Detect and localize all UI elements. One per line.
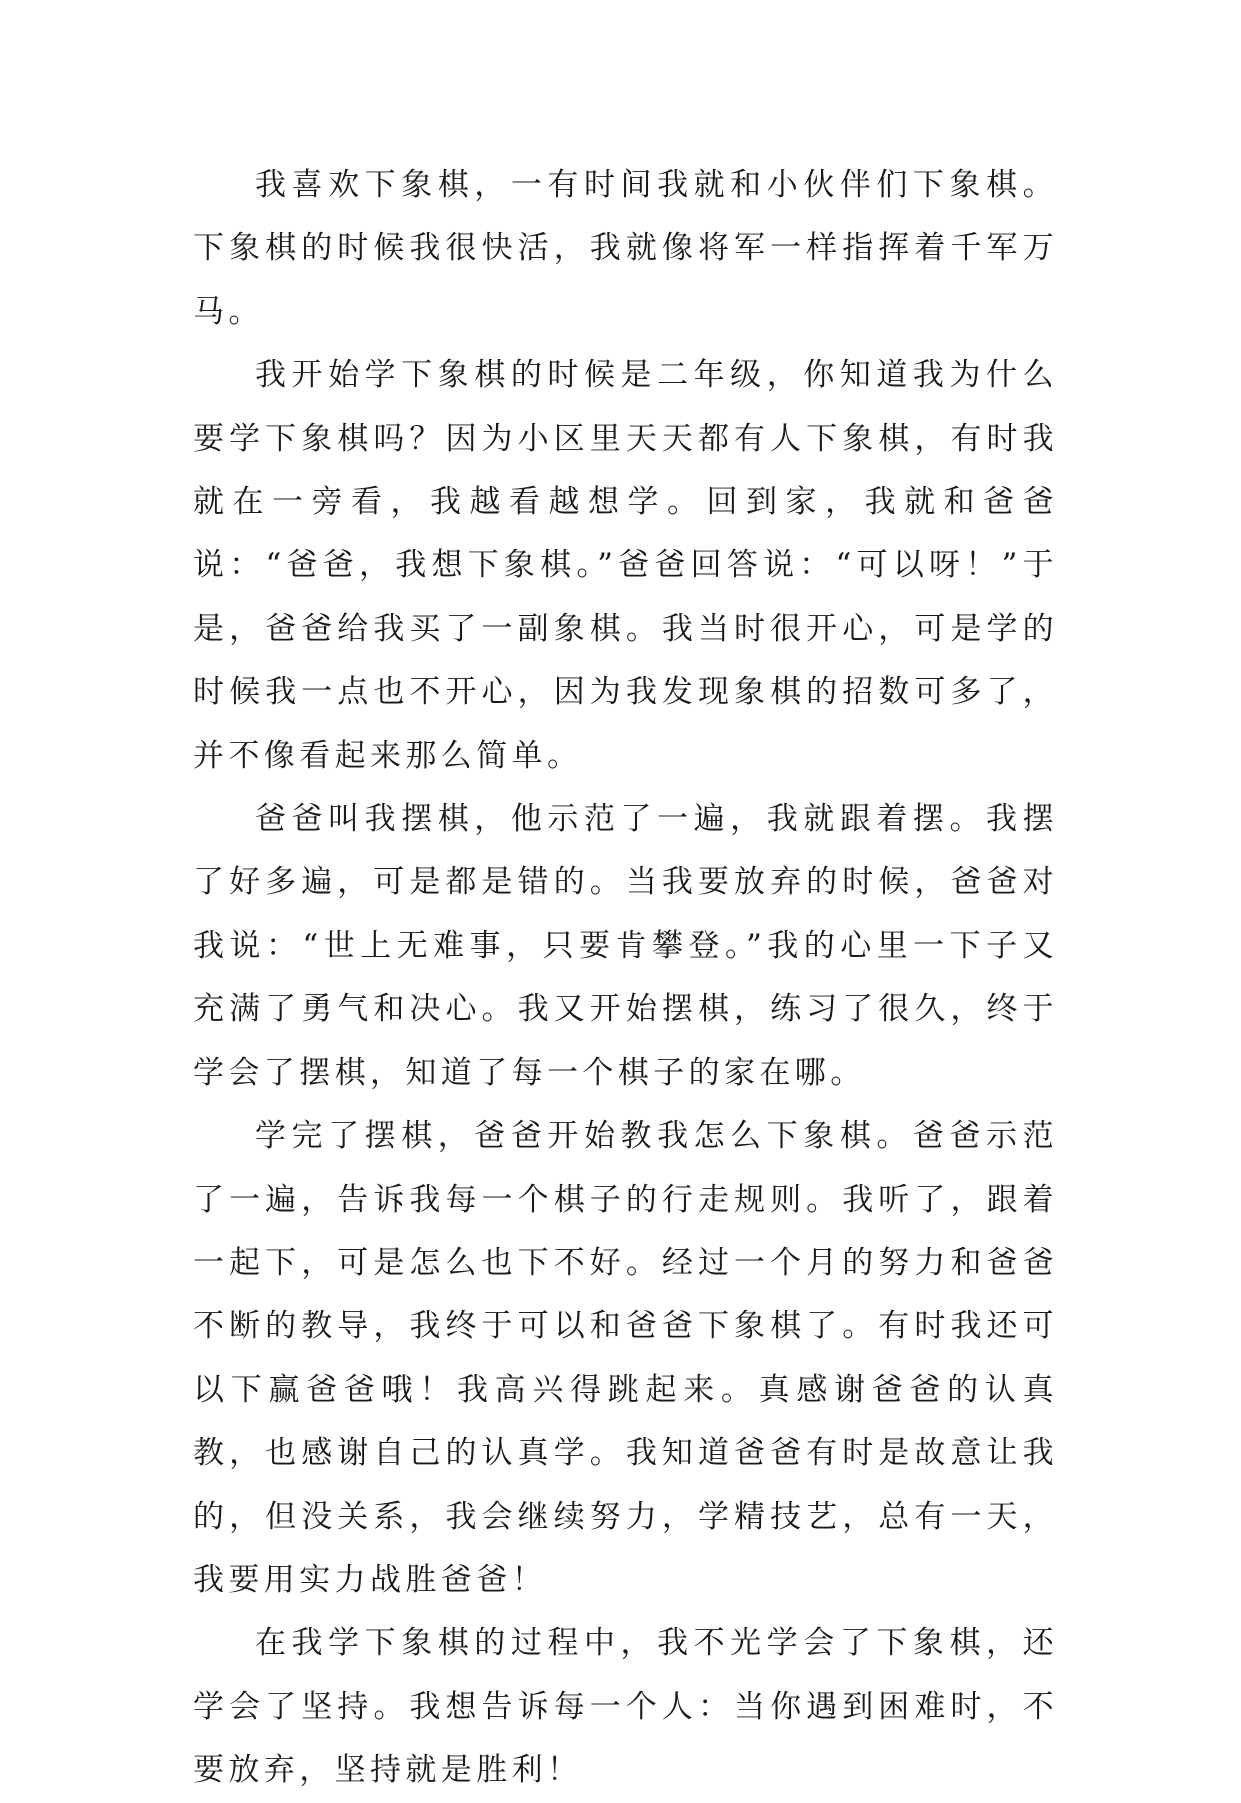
paragraph-1: 我喜欢下象棋，一有时间我就和小伙伴们下象棋。下象棋的时候我很快活，我就像将军一样指挥着千军万马。 xyxy=(193,167,1058,330)
paragraph-5: 在我学下象棋的过程中，我不光学会了下象棋，还学会了坚持。我想告诉每一个人：当你遇到困难时，不要放弃，坚持就是胜利！ xyxy=(193,1625,1058,1789)
paragraph-2: 我开始学下象棋的时候是二年级，你知道我为什么要学下象棋吗？因为小区里天天都有人下象棋，有时我就在一旁看，我越看越想学。回到家，我就和爸爸说：“爸爸，我想下象棋。”爸爸回答说：“可以呀！”于是，爸爸给我买了一副象棋。我当时很开心，可是学的时候我一点也不开心，因为我发现象棋的招数可多了，并不像看起来那么简单。 xyxy=(193,357,1058,774)
paragraph-3: 爸爸叫我摆棋，他示范了一遍，我就跟着摆。我摆了好多遍，可是都是错的。当我要放弃的时候，爸爸对我说：“世上无难事，只要肯攀登。”我的心里一下子又充满了勇气和决心。我又开始摆棋，练习了很久，终于学会了摆棋，知道了每一个棋子的家在哪。 xyxy=(193,801,1058,1091)
essay-body xyxy=(193,154,1058,1803)
paragraph-4: 学完了摆棋，爸爸开始教我怎么下象棋。爸爸示范了一遍，告诉我每一个棋子的行走规则。我听了，跟着一起下，可是怎么也下不好。经过一个月的努力和爸爸不断的教导，我终于可以和爸爸下象棋了。有时我还可以下赢爸爸哦！我高兴得跳起来。真感谢爸爸的认真教，也感谢自己的认真学。我知道爸爸有时是故意让我的，但没关系，我会继续努力，学精技艺，总有一天，我要用实力战胜爸爸！ xyxy=(193,1118,1058,1598)
